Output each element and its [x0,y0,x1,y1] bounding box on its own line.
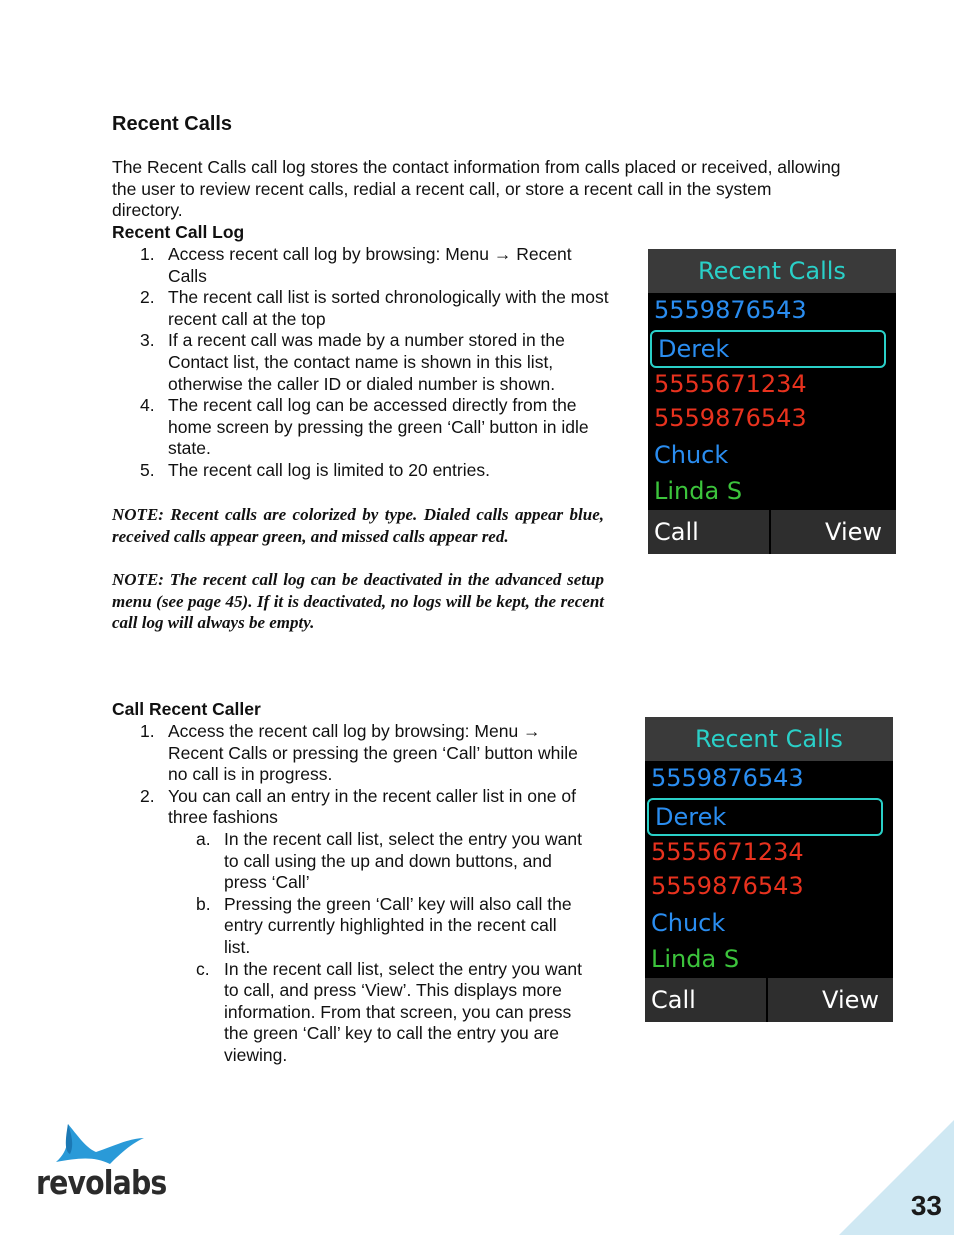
page-number: 33 [910,1190,942,1222]
list-item-selected[interactable]: Derek [647,798,883,836]
section-title: Recent Calls [112,113,233,135]
logo-text: revolabs [36,1163,167,1202]
view-softkey[interactable]: View [768,978,893,1022]
softkey-bar [645,978,893,1022]
sub-list-text: In the recent call list, select the entry you want to call using the up and down buttons, and press ‘Call’ [224,828,582,893]
list-number: 2. [140,287,155,308]
recent-calls-list [648,293,896,510]
sub-list-item [168,894,582,959]
subheading-call-recent-caller: Call Recent Caller [112,699,261,719]
list-number: 1. [140,721,155,741]
list-number: 3. [140,330,155,351]
sub-list-letter: b. [196,893,211,914]
list-item-selected[interactable]: Derek [650,330,886,368]
call-softkey[interactable]: Call [645,978,766,1022]
list-item [112,395,612,460]
list-number: 2. [140,785,155,806]
list-text: You can call an entry in the recent caller list in one of three fashions [168,785,576,828]
list-text: Access the recent call log by browsing: Menu → Recent Calls or pressing the green ‘Call’ button while no call is in progress. [168,721,578,785]
list-item[interactable]: Linda S [651,945,740,973]
revolabs-logo [34,1122,167,1212]
list-item[interactable]: 5555671234 [654,370,807,398]
list-number: 4. [140,395,155,416]
sub-list-text: In the recent call list, select the entry you want to call, and press ‘View’. This displays more information. From that screen, you can press the green ‘Call’ key to call the entry you are viewing. [224,958,582,1065]
list-item[interactable]: 5559876543 [651,872,804,900]
list-text: Access recent call log by browsing: Menu → Recent Calls [168,244,572,286]
list-text: The recent call list is sorted chronologically with the most recent call at the top [168,287,609,329]
phone-screen-recent-calls-2 [645,717,893,1022]
list-number: 1. [140,244,155,264]
view-softkey[interactable]: View [771,510,896,554]
screen-title: Recent Calls [645,717,893,761]
list-text: If a recent call was made by a number stored in the Contact list, the contact name is shown in this list, otherwise the caller ID or dialed number is shown. [168,330,565,394]
phone-screen-recent-calls [648,249,896,554]
call-recent-caller-steps [112,721,582,1067]
list-item[interactable]: 5555671234 [651,838,804,866]
call-fashions-sublist [168,829,582,1067]
list-text: The recent call log can be accessed directly from the home screen by pressing the green ‘Call’ button in idle state. [168,395,589,459]
list-item[interactable]: Linda S [654,477,743,505]
list-item [112,330,612,395]
softkey-bar [648,510,896,554]
list-item [112,721,582,786]
recent-calls-list [645,761,893,978]
list-number: 5. [140,459,155,480]
sub-list-letter: c. [196,958,210,979]
list-item[interactable]: Chuck [654,441,729,469]
sub-list-text: Pressing the green ‘Call’ key will also call the entry currently highlighted in the recent call list. [224,893,572,957]
call-softkey[interactable]: Call [648,510,769,554]
list-text: The recent call log is limited to 20 entries. [168,459,490,480]
list-item [112,460,612,482]
list-item [112,786,582,1067]
list-item [112,287,612,330]
screen-title: Recent Calls [648,249,896,293]
recent-call-log-steps [112,244,612,482]
sub-list-item [168,959,582,1067]
list-item[interactable]: Chuck [651,909,726,937]
sub-list-item [168,829,582,894]
list-item[interactable]: 5559876543 [654,404,807,432]
list-item[interactable]: 5559876543 [654,296,807,324]
note-deactivated: NOTE: The recent call log can be deactivated in the advanced setup menu (see page 45). If it is deactivated, no logs will be kept, the recent call log will always be empty. [112,570,604,633]
subheading-recent-call-log: Recent Call Log [112,222,245,242]
logo-wordmark [36,1163,167,1202]
intro-paragraph: The Recent Calls call log stores the contact information from calls placed or received, allowing the user to review recent calls, redial a recent call, or store a recent call in the system directory. [112,157,841,221]
sub-list-letter: a. [196,828,211,849]
note-colorized: NOTE: Recent calls are colorized by type. Dialed calls appear blue, received calls appear green, and missed calls appear red. [112,505,604,546]
list-item[interactable]: 5559876543 [651,764,804,792]
list-item [112,244,612,287]
